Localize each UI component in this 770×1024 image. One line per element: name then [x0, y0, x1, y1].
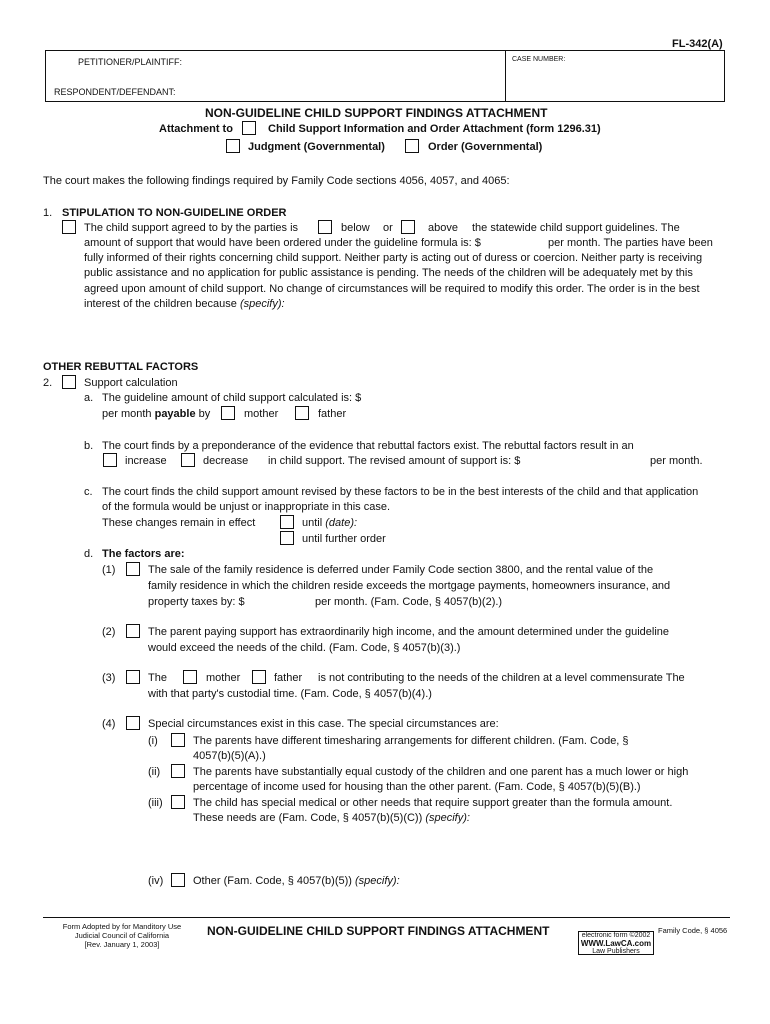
factor3-the: The: [148, 672, 167, 684]
factor2-number: (2): [102, 626, 116, 638]
order-label: Order (Governmental): [428, 141, 543, 153]
below-label: below: [341, 222, 370, 234]
stipulation-line1b: the statewide child support guidelines. The: [472, 222, 680, 234]
factor1-line3b: per month. (Fam. Code, § 4057(b)(2).): [315, 596, 503, 608]
factor4-iii-line2: These needs are (Fam. Code, § 4057(b)(5)(C)) (specify):: [193, 812, 470, 824]
item-c-line1: The court finds the child support amount revised by these factors to be in the best interests of the child and that application: [102, 486, 699, 498]
factor1-number: (1): [102, 564, 116, 576]
guideline-calc-amount-field[interactable]: [380, 392, 460, 404]
item-c-letter: c.: [84, 486, 93, 498]
decrease-checkbox[interactable]: [181, 453, 195, 467]
or-label: or: [383, 222, 393, 234]
footer-title: NON-GUIDELINE CHILD SUPPORT FINDINGS ATTACHMENT: [207, 924, 550, 938]
order-checkbox[interactable]: [405, 139, 419, 153]
section1-heading: STIPULATION TO NON-GUIDELINE ORDER: [62, 207, 287, 219]
until-date-checkbox[interactable]: [280, 515, 294, 529]
factor4-ii-number: (ii): [148, 766, 161, 778]
stipulation-line4: public assistance and no application for public assistance is pending. The needs of the children will be adequately met by this: [84, 267, 693, 279]
payable-father-checkbox[interactable]: [295, 406, 309, 420]
increase-label: increase: [125, 455, 167, 467]
factor4-iii-line1: The child has special medical or other needs that require support greater than the formula amount.: [193, 797, 673, 809]
factor4-ii-line2: percentage of income used for housing than the other parent. (Fam. Code, § 4057(b)(5)(B).): [193, 781, 641, 793]
factor4-ii-line1: The parents have substantially equal custody of the children and one parent has a much lower or high: [193, 766, 689, 778]
item-b-letter: b.: [84, 440, 94, 452]
factor4-ii-checkbox[interactable]: [171, 764, 185, 778]
factor4-iii-checkbox[interactable]: [171, 795, 185, 809]
judgment-label: Judgment (Governmental): [248, 141, 385, 153]
until-date-label: until (date):: [302, 517, 358, 529]
item-d-letter: d.: [84, 548, 94, 560]
other-specify-field[interactable]: [410, 875, 710, 905]
adopted-line3: [Rev. January 1, 2003]: [84, 940, 160, 949]
revised-amount-field[interactable]: [532, 455, 644, 467]
factor2-line1: The parent paying support has extraordinarily high income, and the amount determined under the guideline: [148, 626, 669, 638]
stipulation-line2a: amount of support that would have been ordered under the guideline formula is: $: [84, 237, 481, 249]
support-calculation-checkbox[interactable]: [62, 375, 76, 389]
form-title: NON-GUIDELINE CHILD SUPPORT FINDINGS ATTACHMENT: [205, 106, 548, 120]
stipulation-checkbox[interactable]: [62, 220, 76, 234]
factor1-line2: family residence in which the children reside exceeds the mortgage payments, homeowners insurance, and: [148, 580, 671, 592]
factor2-line2: would exceed the needs of the child. (Fam. Code, § 4057(b)(3).): [148, 642, 461, 654]
payable-mother-label: mother: [244, 408, 279, 420]
petitioner-field[interactable]: [206, 57, 496, 69]
payable-father-label: father: [318, 408, 347, 420]
factor4-i-line1: The parents have different timesharing arrangements for different children. (Fam. Code, §: [193, 735, 629, 747]
until-further-order-checkbox[interactable]: [280, 531, 294, 545]
adopted-line1: Form Adopted by for Manditory Use: [62, 922, 182, 931]
publisher-label: Law Publishers: [592, 948, 640, 955]
factor3-mother-checkbox[interactable]: [183, 670, 197, 684]
above-checkbox[interactable]: [401, 220, 415, 234]
factor4-number: (4): [102, 718, 116, 730]
section1-number: 1.: [43, 207, 53, 219]
increase-checkbox[interactable]: [103, 453, 117, 467]
until-further-order-label: until further order: [302, 533, 386, 545]
factor4-iv-line: Other (Fam. Code, § 4057(b)(5)) (specify):: [193, 875, 400, 887]
stipulation-line3: fully informed of their rights concerning child support. Neither party is acting out of duress or coercion. Neither party is receiving: [84, 252, 703, 264]
factor3-line1b: is not contributing to the needs of the children at a level commensurate The: [318, 672, 685, 684]
respondent-field[interactable]: [186, 87, 496, 99]
factor3-father-label: father: [274, 672, 303, 684]
family-code-reference: Family Code, § 4056: [658, 926, 728, 935]
caption-divider: [505, 51, 506, 102]
factor3-mother-label: mother: [206, 672, 241, 684]
stipulation-line1a: The child support agreed to by the parties is: [84, 222, 299, 234]
attachment-to-label: Attachment to: [159, 123, 233, 135]
factor4-i-line2: 4057(b)(5)(A).): [193, 750, 266, 762]
special-needs-specify-field[interactable]: [193, 828, 713, 868]
factor4-iii-number: (iii): [148, 797, 163, 809]
factor4-iv-checkbox[interactable]: [171, 873, 185, 887]
factor1-checkbox[interactable]: [126, 562, 140, 576]
item-b-line2: in child support. The revised amount of support is: $: [268, 455, 521, 467]
adopted-line2: Judicial Council of California: [74, 931, 170, 940]
factor4-i-number: (i): [148, 735, 158, 747]
below-checkbox[interactable]: [318, 220, 332, 234]
factor2-checkbox[interactable]: [126, 624, 140, 638]
lawca-stamp: [578, 931, 654, 955]
factor3-checkbox[interactable]: [126, 670, 140, 684]
judgment-checkbox[interactable]: [226, 139, 240, 153]
lawca-url: WWW.LawCA.com: [580, 939, 652, 948]
child-support-attachment-label: Child Support Information and Order Attachment (form 1296.31): [268, 123, 601, 135]
factor4-checkbox[interactable]: [126, 716, 140, 730]
factor4-line1: Special circumstances exist in this case. The special circumstances are:: [148, 718, 499, 730]
stipulation-line2b: per month. The parties have been: [548, 237, 713, 249]
item-c-line3: These changes remain in effect: [102, 517, 256, 529]
item-b-line1: The court finds by a preponderance of the evidence that rebuttal factors exist. The rebuttal factors result in an: [102, 440, 634, 452]
factor1-line1: The sale of the family residence is deferred under Family Code section 3800, and the rental value of the: [148, 564, 654, 576]
until-date-field[interactable]: [362, 517, 482, 529]
footer-rule: [43, 917, 730, 918]
guideline-amount-field[interactable]: [497, 237, 547, 249]
factor1-line3a: property taxes by: $: [148, 596, 245, 608]
caption-box: [45, 50, 725, 102]
item-a-line2: per month payable by: [102, 408, 211, 420]
stipulation-line5: agreed upon amount of child support. No change of circumstances will be required to modify this order. The order is in the best: [84, 283, 700, 295]
item-d-heading: The factors are:: [102, 548, 185, 560]
factor4-i-checkbox[interactable]: [171, 733, 185, 747]
factor3-line2: with that party's custodial time. (Fam. Code, § 4057(b)(4).): [148, 688, 432, 700]
respondent-label: RESPONDENT/DEFENDANT:: [54, 87, 176, 97]
decrease-label: decrease: [203, 455, 249, 467]
factor3-number: (3): [102, 672, 116, 684]
factor4-iv-number: (iv): [148, 875, 164, 887]
stipulation-line6: interest of the children because (specify):: [84, 298, 285, 310]
petitioner-label: PETITIONER/PLAINTIFF:: [78, 57, 183, 67]
payable-mother-checkbox[interactable]: [221, 406, 235, 420]
section2-number: 2.: [43, 377, 53, 389]
stipulation-specify-field[interactable]: [84, 314, 714, 354]
case-number-label: CASE NUMBER:: [512, 56, 566, 63]
intro-text: The court makes the following findings required by Family Code sections 4056, 4057, and 4065:: [43, 175, 510, 187]
support-calculation-label: Support calculation: [84, 377, 178, 389]
other-rebuttal-heading: OTHER REBUTTAL FACTORS: [43, 361, 199, 373]
item-a-letter: a.: [84, 392, 94, 404]
form-number: FL-342(A): [672, 38, 723, 50]
case-number-field[interactable]: [512, 67, 712, 95]
item-c-line2: of the formula would be unjust or inappropriate in this case.: [102, 501, 390, 513]
child-support-attachment-checkbox[interactable]: [242, 121, 256, 135]
above-label: above: [428, 222, 458, 234]
item-a-line1: The guideline amount of child support calculated is: $: [102, 392, 362, 404]
item-b-per-month: per month.: [650, 455, 703, 467]
rental-excess-field[interactable]: [250, 596, 310, 608]
electronic-form-label: electronic form ©2002: [581, 932, 651, 939]
factor3-father-checkbox[interactable]: [252, 670, 266, 684]
